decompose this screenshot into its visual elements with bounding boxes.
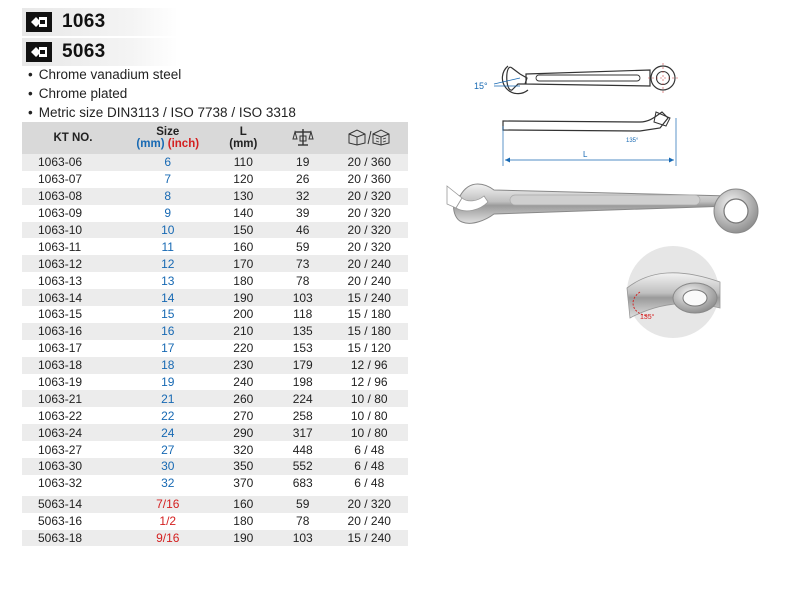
kt-no-cell: 1063-06 [22, 154, 124, 171]
weight-cell: 59 [275, 496, 330, 513]
weight-cell: 118 [275, 306, 330, 323]
kt-no-cell: 1063-27 [22, 441, 124, 458]
size-cell: 8 [124, 188, 212, 205]
kt-no-cell: 1063-13 [22, 272, 124, 289]
weight-cell: 46 [275, 222, 330, 239]
packing-cell: 15 / 180 [330, 306, 408, 323]
weight-cell: 103 [275, 530, 330, 547]
kt-no-cell: 1063-15 [22, 306, 124, 323]
weight-cell: 73 [275, 255, 330, 272]
length-cell: 110 [212, 154, 275, 171]
length-cell: 130 [212, 188, 275, 205]
size-cell: 9 [124, 205, 212, 222]
packing-cell: 20 / 320 [330, 238, 408, 255]
detail-angle-label: 135° [640, 314, 655, 321]
weight-cell: 103 [275, 289, 330, 306]
size-cell: 32 [124, 475, 212, 492]
top-angle-label: 15° [474, 81, 488, 91]
kt-no-cell: 1063-18 [22, 357, 124, 374]
size-mm-label: (mm) [136, 138, 165, 150]
size-cell: 21 [124, 390, 212, 407]
kt-no-cell: 1063-21 [22, 390, 124, 407]
length-cell: 230 [212, 357, 275, 374]
kt-no-cell: 1063-16 [22, 323, 124, 340]
length-cell: 190 [212, 530, 275, 547]
weight-cell: 32 [275, 188, 330, 205]
packing-cell: 10 / 80 [330, 390, 408, 407]
weight-cell: 135 [275, 323, 330, 340]
model-code: 5063 [62, 41, 106, 62]
weight-cell: 59 [275, 238, 330, 255]
length-cell: 320 [212, 441, 275, 458]
length-cell: 150 [212, 222, 275, 239]
size-cell: 24 [124, 424, 212, 441]
feature-item: • Metric size DIN3113 / ISO 7738 / ISO 3318 [28, 103, 296, 122]
packing-cell: 15 / 240 [330, 530, 408, 547]
kt-no-cell: 1063-09 [22, 205, 124, 222]
kt-no-cell: 5063-16 [22, 513, 124, 530]
side-angle-label: 135° [626, 138, 639, 144]
length-cell: 180 [212, 272, 275, 289]
side-view-drawing [503, 112, 676, 166]
kt-no-cell: 1063-30 [22, 458, 124, 475]
size-cell: 13 [124, 272, 212, 289]
length-cell: 260 [212, 390, 275, 407]
size-cell: 7 [124, 171, 212, 188]
kt-no-cell: 1063-07 [22, 171, 124, 188]
length-cell: 290 [212, 424, 275, 441]
weight-cell: 179 [275, 357, 330, 374]
weight-cell: 683 [275, 475, 330, 492]
size-cell: 10 [124, 222, 212, 239]
kt-no-cell: 1063-12 [22, 255, 124, 272]
weight-cell: 317 [275, 424, 330, 441]
weight-cell: 19 [275, 154, 330, 171]
size-cell: 18 [124, 357, 212, 374]
length-label: L [583, 150, 588, 159]
size-cell: 17 [124, 340, 212, 357]
size-cell: 7/16 [124, 496, 212, 513]
length-cell: 160 [212, 238, 275, 255]
packing-cell: 15 / 240 [330, 289, 408, 306]
size-cell: 30 [124, 458, 212, 475]
size-cell: 15 [124, 306, 212, 323]
kt-no-cell: 1063-22 [22, 407, 124, 424]
kt-no-cell: 1063-10 [22, 222, 124, 239]
size-cell: 6 [124, 154, 212, 171]
size-header: Size (mm) (inch) [124, 122, 212, 154]
size-cell: 14 [124, 289, 212, 306]
length-cell: 120 [212, 171, 275, 188]
packing-cell: 12 / 96 [330, 357, 408, 374]
packing-cell: 12 / 96 [330, 374, 408, 391]
weight-cell: 153 [275, 340, 330, 357]
kt-no-cell: 1063-11 [22, 238, 124, 255]
weight-cell: 448 [275, 441, 330, 458]
offset-detail-photo [627, 246, 720, 338]
size-cell: 11 [124, 238, 212, 255]
length-cell: 220 [212, 340, 275, 357]
feature-item: • Chrome vanadium steel [28, 65, 296, 84]
size-cell: 27 [124, 441, 212, 458]
length-cell: 160 [212, 496, 275, 513]
model-code: 1063 [62, 11, 106, 32]
length-cell: 200 [212, 306, 275, 323]
size-cell: 9/16 [124, 530, 212, 547]
length-cell: 170 [212, 255, 275, 272]
kt-no-cell: 1063-19 [22, 374, 124, 391]
size-inch-label: (inch) [167, 138, 200, 150]
kt-no-cell: 5063-14 [22, 496, 124, 513]
wrench-photo [447, 184, 758, 233]
size-cell: 12 [124, 255, 212, 272]
packing-cell: 20 / 320 [330, 205, 408, 222]
weight-cell: 198 [275, 374, 330, 391]
weight-cell: 26 [275, 171, 330, 188]
size-cell: 22 [124, 407, 212, 424]
packing-cell: 10 / 80 [330, 407, 408, 424]
weight-cell: 78 [275, 513, 330, 530]
packing-cell: 6 / 48 [330, 458, 408, 475]
kt-no-cell: 1063-24 [22, 424, 124, 441]
weight-cell: 224 [275, 390, 330, 407]
length-cell: 190 [212, 289, 275, 306]
length-header: L (mm) [212, 122, 275, 154]
packing-cell: 20 / 360 [330, 154, 408, 171]
kt-no-header: KT NO. [22, 122, 124, 154]
length-cell: 180 [212, 513, 275, 530]
size-cell: 19 [124, 374, 212, 391]
length-cell: 140 [212, 205, 275, 222]
length-cell: 350 [212, 458, 275, 475]
packing-cell: 15 / 120 [330, 340, 408, 357]
packing-cell: 20 / 240 [330, 255, 408, 272]
size-cell: 1/2 [124, 513, 212, 530]
length-cell: 240 [212, 374, 275, 391]
kt-no-cell: 1063-08 [22, 188, 124, 205]
packing-cell: 20 / 320 [330, 222, 408, 239]
packing-cell: 20 / 320 [330, 496, 408, 513]
kt-no-cell: 5063-18 [22, 530, 124, 547]
length-cell: 210 [212, 323, 275, 340]
packing-cell: 20 / 320 [330, 188, 408, 205]
kt-no-cell: 1063-14 [22, 289, 124, 306]
packing-cell: 15 / 180 [330, 323, 408, 340]
packing-cell: 6 / 48 [330, 441, 408, 458]
length-cell: 370 [212, 475, 275, 492]
packing-cell: 20 / 240 [330, 513, 408, 530]
weight-cell: 39 [275, 205, 330, 222]
feature-item: • Chrome plated [28, 84, 296, 103]
weight-cell: 78 [275, 272, 330, 289]
top-view-drawing [494, 63, 678, 94]
packing-cell: 20 / 240 [330, 272, 408, 289]
kt-no-cell: 1063-32 [22, 475, 124, 492]
kt-no-cell: 1063-17 [22, 340, 124, 357]
length-cell: 270 [212, 407, 275, 424]
packing-cell: 10 / 80 [330, 424, 408, 441]
weight-cell: 258 [275, 407, 330, 424]
packing-cell: 6 / 48 [330, 475, 408, 492]
size-cell: 16 [124, 323, 212, 340]
weight-cell: 552 [275, 458, 330, 475]
packing-cell: 20 / 360 [330, 171, 408, 188]
